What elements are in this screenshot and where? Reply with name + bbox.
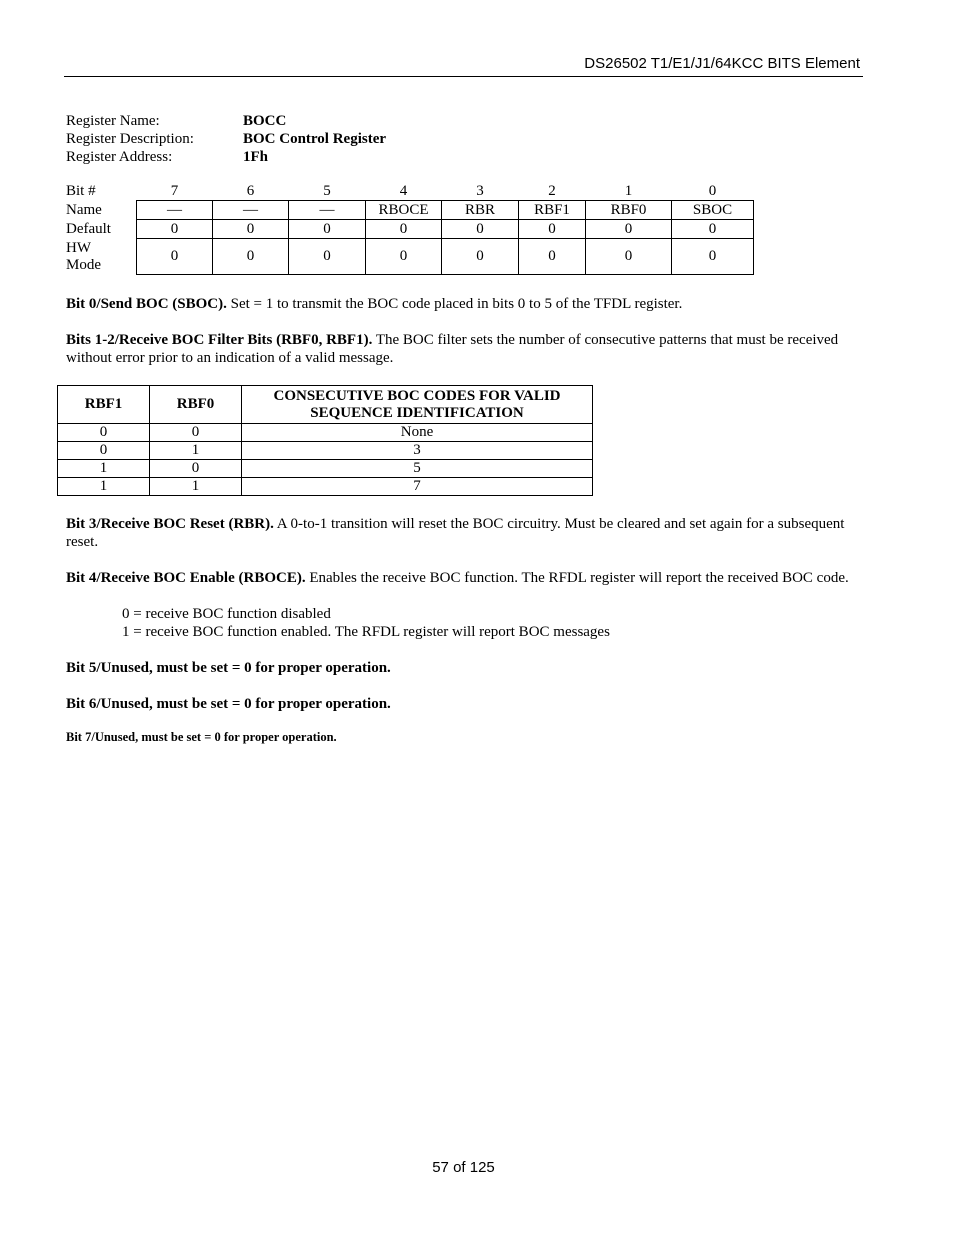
bit-hw-mode-cell: 0 [519, 239, 586, 275]
rbf-cell: 3 [242, 442, 593, 460]
bit-name-cell: — [213, 201, 289, 220]
rbf-cell: 0 [58, 442, 150, 460]
bit-hw-mode-cell: 0 [672, 239, 754, 275]
page-header-title: DS26502 T1/E1/J1/64KCC BITS Element [584, 55, 860, 72]
rbf-cell: None [242, 424, 593, 442]
page-number: 57 of 125 [432, 1159, 495, 1176]
bit-name-cell: — [289, 201, 366, 220]
bit-default-cell: 0 [366, 220, 442, 239]
bit3-description [66, 515, 856, 551]
bit5-description [66, 659, 856, 677]
register-name-row [66, 112, 386, 130]
bit0-text: Set = 1 to transmit the BOC code placed in bits 0 to 5 of the TFDL register. [226, 296, 683, 312]
bit5-title: Bit 5/Unused, must be set = 0 for proper operation. [66, 660, 391, 676]
hw-label-line1: HW [66, 239, 91, 256]
bit-number-cell: 2 [548, 182, 556, 199]
register-info [66, 112, 386, 166]
register-address-row [66, 148, 386, 166]
bit4-title: Bit 4/Receive BOC Enable (RBOCE). [66, 570, 306, 586]
bit-name-cell: RBF0 [586, 201, 672, 220]
bit-number-label: Bit # [66, 182, 96, 199]
bit4-text: Enables the receive BOC function. The RFDL register will report the received BOC code. [305, 570, 849, 586]
bit12-title: Bits 1-2/Receive BOC Filter Bits (RBF0, RBF1). [66, 332, 373, 348]
bit3-title: Bit 3/Receive BOC Reset (RBR). [66, 516, 274, 532]
bit-name-label: Name [66, 201, 102, 218]
bit-hw-mode-cell: 0 [213, 239, 289, 275]
table-row [58, 424, 593, 442]
register-name-value: BOCC [243, 113, 287, 129]
bit-number-cell: 0 [708, 182, 717, 199]
bit-hw-mode-cell: 0 [442, 239, 519, 275]
bit12-text: The BOC filter sets the number of consecutive patterns that must be received without error prior to an indication of a valid message. [66, 332, 839, 366]
bit0-title: Bit 0/Send BOC (SBOC). [66, 296, 227, 312]
bit-number-row [64, 182, 754, 201]
bit-number-cell: 1 [624, 182, 633, 199]
register-address-value: 1Fh [243, 149, 269, 165]
table-row [58, 442, 593, 460]
bit-default-cell: 0 [442, 220, 519, 239]
bit-name-row [64, 201, 754, 220]
register-address-label: Register Address: [66, 149, 173, 165]
rbf-header-row [58, 386, 593, 424]
bit-name-cell: RBF1 [519, 201, 586, 220]
bit-name-cell: SBOC [672, 201, 754, 220]
bit-hw-mode-cell: 0 [366, 239, 442, 275]
rbf-cell: 7 [242, 478, 593, 496]
bit-number-cell: 5 [323, 182, 331, 199]
bit-default-cell: 0 [213, 220, 289, 239]
rbf-cell: 0 [150, 460, 242, 478]
bit-default-label: Default [66, 220, 111, 237]
hw-label-line2: Mode [66, 256, 101, 273]
bit4-description [66, 569, 856, 587]
bit3-text: A 0-to-1 transition will reset the BOC circuitry. Must be cleared and set again for a subsequent reset. [66, 516, 845, 550]
rbf-cell: 1 [58, 478, 150, 496]
bit12-description [66, 331, 856, 367]
bit-default-cell: 0 [289, 220, 366, 239]
bit7-description [66, 728, 856, 746]
rbf-cell: 1 [58, 460, 150, 478]
bit-default-cell: 0 [137, 220, 213, 239]
bit-definition-table [64, 182, 754, 275]
register-name-label: Register Name: [66, 113, 160, 129]
bit-hw-mode-row [64, 239, 754, 275]
bit-number-cell: 3 [476, 182, 484, 199]
bit6-title: Bit 6/Unused, must be set = 0 for proper operation. [66, 696, 391, 712]
bit-number-cell: 7 [170, 182, 179, 199]
rbf-cell: 0 [58, 424, 150, 442]
bit-hw-mode-cell: 0 [137, 239, 213, 275]
bit0-description [66, 295, 856, 313]
bit-name-cell: — [137, 201, 213, 220]
table-row [58, 478, 593, 496]
rbf-cell: 0 [150, 424, 242, 442]
bit6-description [66, 695, 856, 713]
bit-hw-mode-cell: 0 [289, 239, 366, 275]
bit-default-row [64, 220, 754, 239]
rbf-filter-table [57, 385, 593, 496]
table-row [58, 460, 593, 478]
bit4-option-1: 1 = receive BOC function enabled. The RFDL register will report BOC messages [122, 624, 610, 640]
bit4-option-0: 0 = receive BOC function disabled [122, 606, 331, 622]
register-description-row [66, 130, 386, 148]
bit-hw-mode-label [64, 239, 137, 275]
header-divider [64, 76, 863, 77]
rbf-cell: 1 [150, 442, 242, 460]
rbf-cell: 1 [150, 478, 242, 496]
bit-hw-mode-cell: 0 [586, 239, 672, 275]
register-description-value: BOC Control Register [243, 131, 387, 147]
register-description-label: Register Description: [66, 131, 194, 147]
bit7-title: Bit 7/Unused, must be set = 0 for proper operation. [66, 730, 337, 744]
bit-default-cell: 0 [672, 220, 754, 239]
rbf-header-cell: RBF1 [58, 386, 150, 424]
rbf-header-cell: CONSECUTIVE BOC CODES FOR VALID SEQUENCE IDENTIFICATION [242, 386, 593, 424]
bit-default-cell: 0 [586, 220, 672, 239]
bit-number-cell: 4 [399, 182, 408, 199]
bit-default-cell: 0 [519, 220, 586, 239]
rbf-header-cell: RBF0 [150, 386, 242, 424]
bit-number-cell: 6 [246, 182, 255, 199]
bit-name-cell: RBOCE [366, 201, 442, 220]
rbf-cell: 5 [242, 460, 593, 478]
bit-name-cell: RBR [442, 201, 519, 220]
